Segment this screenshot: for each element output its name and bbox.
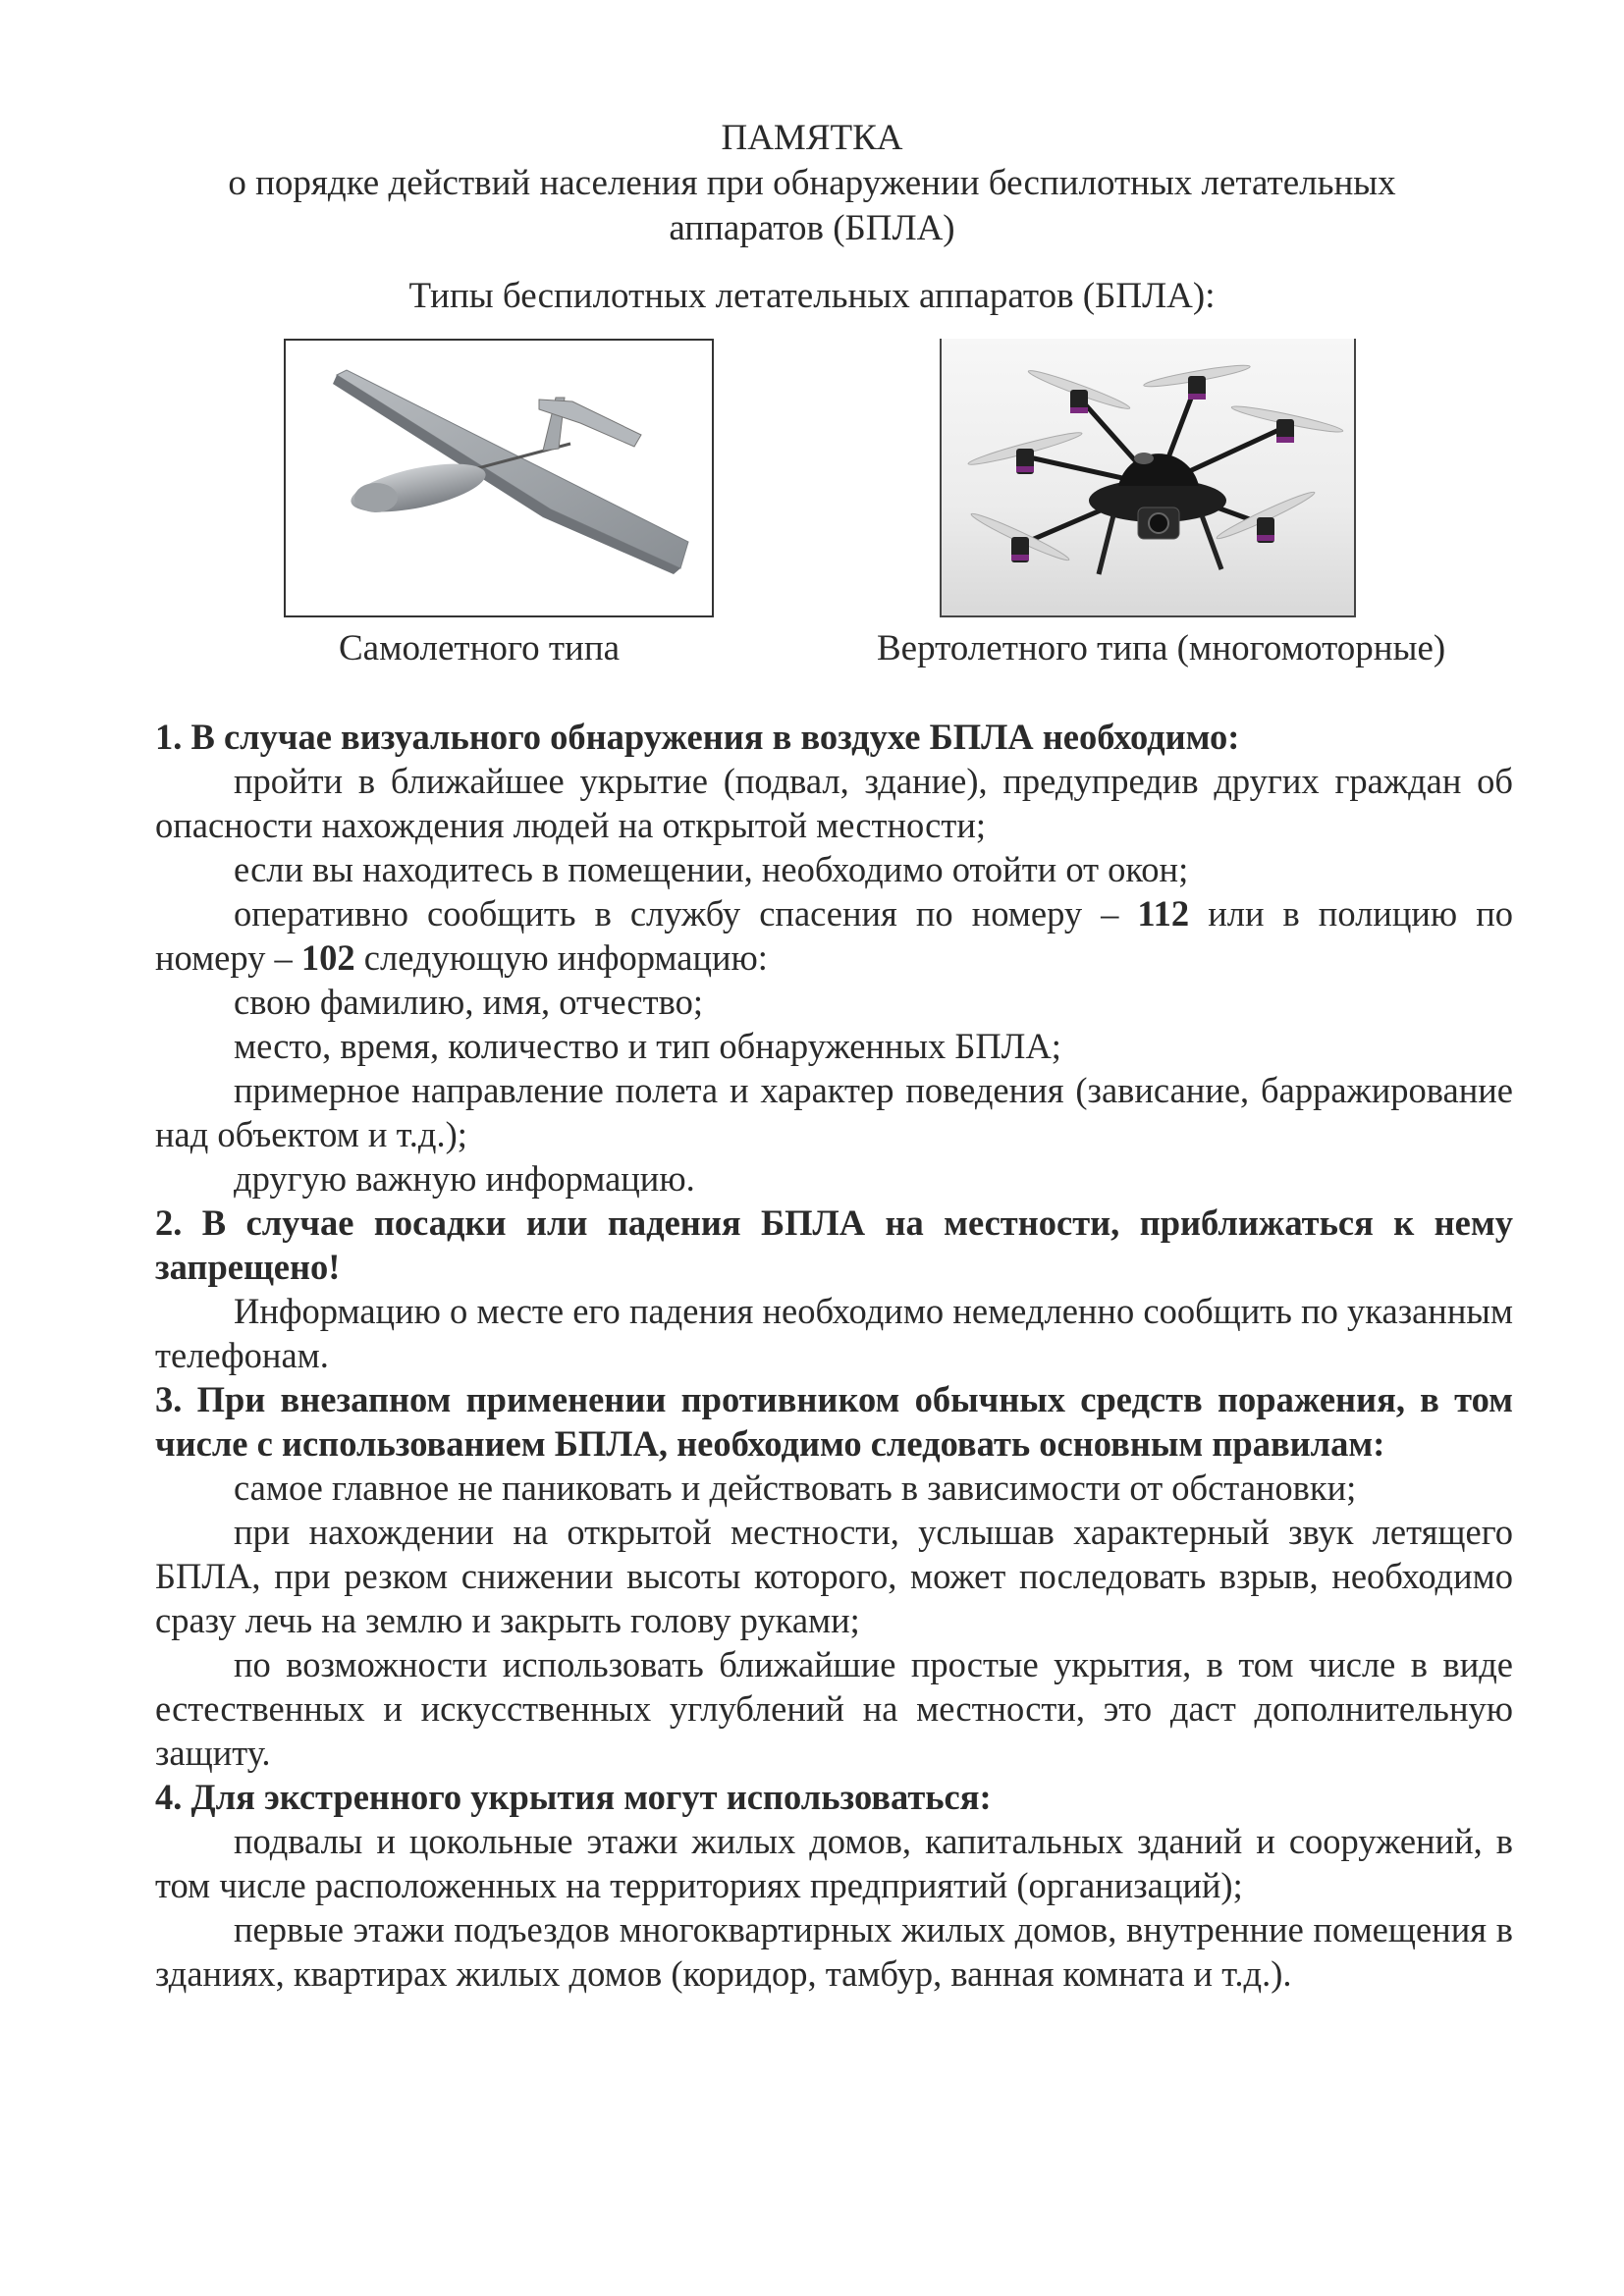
section-2-heading: 2. В случае посадки или падения БПЛА на местности, приближаться к нему запрещено! [155,1202,1513,1287]
section-1-item: примерное направление полета и характер поведения (зависание, барражирование над объектом и т.д.); [155,1070,1513,1154]
section-1-heading: 1. В случае визуального обнаружения в воздухе БПЛА необходимо: [155,717,1240,757]
section-1-item: другую важную информацию. [234,1158,695,1199]
section-2-item: Информацию о месте его падения необходимо немедленно сообщить по указанным телефонам. [155,1291,1513,1375]
drone-types-heading: Типы беспилотных летательных аппаратов (БПЛА): [408,276,1216,316]
section-1-item-phones [155,891,1513,980]
document-subtitle-line1: о порядке действий населения при обнаружении беспилотных летательных [228,163,1396,203]
document-title: ПАМЯТКА [721,118,903,158]
section-4-item: подвалы и цокольные этажи жилых домов, капитальных зданий и сооружений, в том числе расположенных на территориях предприятий (организаций); [155,1821,1513,1905]
phone-text: оперативно сообщить в службу спасения по номеру – [234,893,1138,934]
hexacopter-drone-photo [940,339,1356,617]
section-1 [155,715,1513,1996]
plane-type-caption: Самолетного типа [339,628,621,668]
fixed-wing-drone-photo [284,339,714,617]
section-1-item: пройти в ближайшее укрытие (подвал, здание), предупредив других граждан об опасности нахождения людей на открытой местности; [155,761,1513,845]
section-3-heading: 3. При внезапном применении противником обычных средств поражения, в том числе с использованием БПЛА, необходимо следовать основным правилам: [155,1379,1513,1464]
section-4-item: первые этажи подъездов многоквартирных жилых домов, внутренние помещения в зданиях, квартирах жилых домов (коридор, тамбур, ванная комната и т.д.). [155,1909,1513,1994]
fixed-wing-drone-icon [286,341,712,615]
section-1-item: свою фамилию, имя, отчество; [234,982,703,1022]
hexacopter-drone-icon [942,339,1354,615]
rescue-phone-number: 112 [1137,893,1190,934]
heli-type-caption: Вертолетного типа (многомоторные) [877,628,1446,668]
phone-text: или в полицию по номеру – [155,893,1513,978]
section-1-item: место, время, количество и тип обнаруженных БПЛА; [234,1026,1061,1066]
section-3-item: самое главное не паниковать и действовать в зависимости от обстановки; [234,1468,1357,1508]
section-1-item: если вы находитесь в помещении, необходимо отойти от окон; [234,849,1189,889]
section-3-item: при нахождении на открытой местности, услышав характерный звук летящего БПЛА, при резком снижении высоты которого, может последовать взрыв, необходимо сразу лечь на землю и закрыть голову руками; [155,1512,1513,1640]
document-subtitle-line2: аппаратов (БПЛА) [669,208,955,248]
section-4-heading: 4. Для экстренного укрытия могут использоваться: [155,1777,992,1817]
section-3-item: по возможности использовать ближайшие простые укрытия, в том числе в виде естественных и искусственных углублений на местности, это даст дополнительную защиту. [155,1644,1513,1773]
phone-text: следующую информацию: [354,937,768,978]
police-phone-number: 102 [300,937,355,978]
